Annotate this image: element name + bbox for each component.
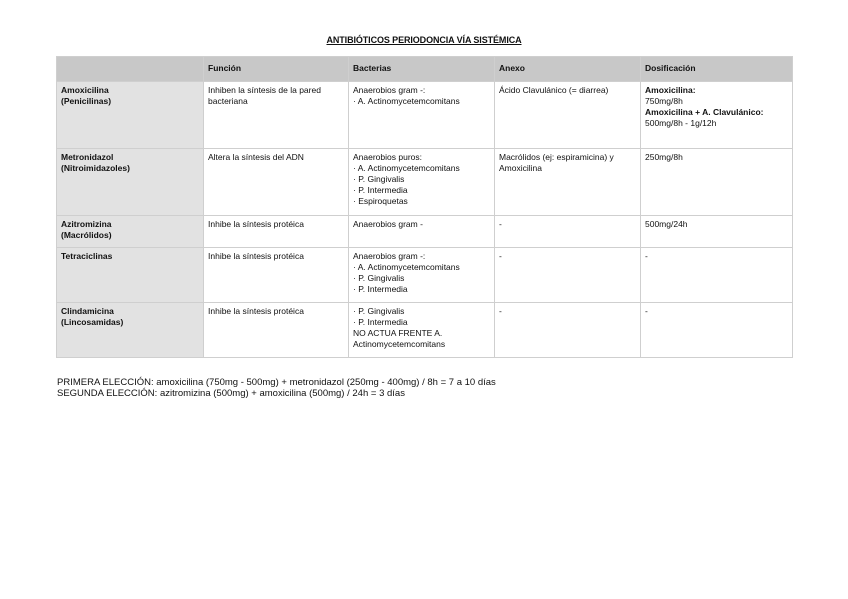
- dosificacion-cell: [641, 82, 793, 149]
- bacteria-line: · P. Gingivalis: [353, 174, 405, 184]
- bacterias-cell: [349, 216, 495, 248]
- anexo-cell: -: [495, 248, 641, 303]
- anexo-cell: Macrólidos (ej: espiramicina) y Amoxicilina: [495, 149, 641, 216]
- drug-cell: [57, 303, 204, 358]
- drug-cell: [57, 248, 204, 303]
- drug-family: (Penicilinas): [61, 96, 112, 106]
- drug-cell: [57, 82, 204, 149]
- table-row: [57, 82, 793, 149]
- drug-family: (Nitroimidazoles): [61, 163, 130, 173]
- bacteria-line: Anaerobios puros:: [353, 152, 422, 162]
- bacterias-cell: [349, 82, 495, 149]
- header-funcion: Función: [204, 57, 349, 82]
- bacteria-line: Anaerobios gram -:: [353, 85, 426, 95]
- dose-line: Amoxicilina + A. Clavulánico:: [645, 107, 764, 117]
- dosificacion-cell: [641, 248, 793, 303]
- anexo-cell: -: [495, 303, 641, 358]
- bacteria-line: · A. Actinomycetemcomitans: [353, 262, 460, 272]
- dose-line: 250mg/8h: [645, 152, 683, 162]
- bacteria-line: · P. Gingivalis: [353, 306, 405, 316]
- drug-name: Clindamicina: [61, 306, 114, 316]
- table-row: [57, 149, 793, 216]
- bacteria-line: · A. Actinomycetemcomitans: [353, 96, 460, 106]
- drug-cell: [57, 149, 204, 216]
- funcion-cell: Inhibe la síntesis protéica: [204, 303, 349, 358]
- drug-name: Azitromizina: [61, 219, 112, 229]
- anexo-cell: Ácido Clavulánico (= diarrea): [495, 82, 641, 149]
- selection-notes: [57, 377, 496, 399]
- bacteria-line: · A. Actinomycetemcomitans: [353, 163, 460, 173]
- drug-cell: [57, 216, 204, 248]
- dose-line: 750mg/8h: [645, 96, 683, 106]
- page-title: ANTIBIÓTICOS PERIODONCIA VÍA SISTÉMICA: [326, 35, 522, 45]
- drug-family: (Lincosamidas): [61, 317, 124, 327]
- anexo-cell: -: [495, 216, 641, 248]
- bacteria-line: · P. Intermedia: [353, 317, 408, 327]
- table-header-row: [57, 57, 793, 82]
- funcion-cell: Inhibe la síntesis protéica: [204, 248, 349, 303]
- dosificacion-cell: [641, 303, 793, 358]
- table-row: [57, 248, 793, 303]
- drug-name: Amoxicilina: [61, 85, 109, 95]
- header-drug: [57, 57, 204, 82]
- funcion-cell: Inhibe la síntesis protéica: [204, 216, 349, 248]
- bacterias-cell: [349, 248, 495, 303]
- dose-line: -: [645, 251, 648, 261]
- header-bacterias: Bacterias: [349, 57, 495, 82]
- bacteria-line: Anaerobios gram -:: [353, 251, 426, 261]
- primera-eleccion-note: PRIMERA ELECCIÓN: amoxicilina (750mg - 500mg) + metronidazol (250mg - 400mg) / 8h = 7 a 10 días: [57, 377, 496, 388]
- bacteria-line: · P. Intermedia: [353, 284, 408, 294]
- dosificacion-cell: [641, 149, 793, 216]
- funcion-cell: Inhiben la síntesis de la pared bacteriana: [204, 82, 349, 149]
- dose-line: 500mg/24h: [645, 219, 688, 229]
- dosificacion-cell: [641, 216, 793, 248]
- header-dosificacion: Dosificación: [641, 57, 793, 82]
- table-row: [57, 216, 793, 248]
- bacteria-line: · P. Gingivalis: [353, 273, 405, 283]
- bacteria-line: NO ACTUA FRENTE A. Actinomycetemcomitans: [353, 328, 446, 349]
- antibiotics-table: [56, 56, 793, 358]
- bacterias-cell: [349, 303, 495, 358]
- drug-name: Tetraciclinas: [61, 251, 113, 261]
- drug-name: Metronidazol: [61, 152, 114, 162]
- bacteria-line: · P. Intermedia: [353, 185, 408, 195]
- dose-line: Amoxicilina:: [645, 85, 696, 95]
- bacterias-cell: [349, 149, 495, 216]
- bacteria-line: Anaerobios gram -: [353, 219, 423, 229]
- segunda-eleccion-note: SEGUNDA ELECCIÓN: azitromizina (500mg) + amoxicilina (500mg) / 24h = 3 días: [57, 388, 405, 399]
- funcion-cell: Altera la síntesis del ADN: [204, 149, 349, 216]
- bacteria-line: · Espiroquetas: [353, 196, 408, 206]
- drug-family: (Macrólidos): [61, 230, 112, 240]
- header-anexo: Anexo: [495, 57, 641, 82]
- table-row: [57, 303, 793, 358]
- dose-line: 500mg/8h - 1g/12h: [645, 118, 717, 128]
- dose-line: -: [645, 306, 648, 316]
